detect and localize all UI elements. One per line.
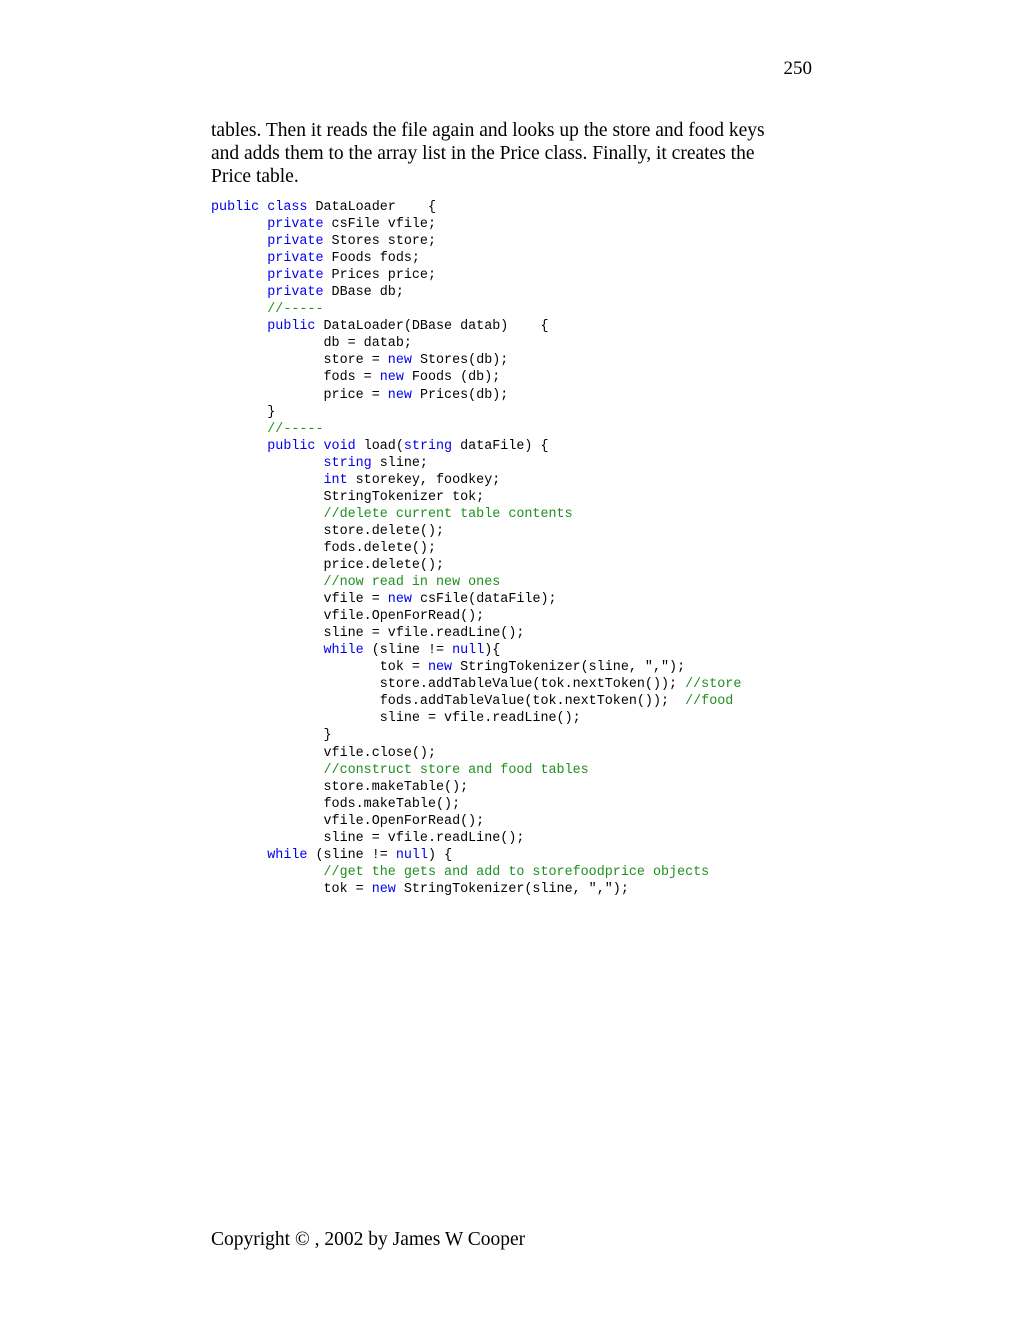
code-text: fods.delete(); [211, 540, 436, 556]
code-text: fods = [211, 370, 380, 386]
code-comment: //food [685, 694, 734, 710]
code-text: vfile = [211, 592, 388, 608]
code-line [211, 693, 831, 710]
code-keyword: string [323, 455, 372, 471]
code-text: fods.addTableValue(tok.nextToken()); [211, 694, 686, 710]
code-line [211, 727, 831, 744]
code-line [211, 369, 831, 386]
code-keyword: private [267, 268, 324, 284]
code-text: vfile.OpenForRead(); [211, 609, 485, 625]
page-number: 250 [783, 58, 812, 79]
code-keyword: private [267, 285, 324, 301]
code-text: StringTokenizer(sline, ","); [395, 881, 629, 897]
code-line [211, 847, 831, 864]
code-text [211, 473, 324, 488]
code-keyword: private [267, 251, 324, 267]
code-keyword: new [371, 881, 396, 897]
code-keyword: public class [211, 200, 308, 215]
code-text [211, 456, 324, 471]
code-comment: //store [685, 677, 742, 693]
code-keyword: new [379, 370, 404, 386]
code-line [211, 540, 831, 557]
code-text: sline = vfile.readLine(); [211, 830, 525, 846]
code-keyword: null [395, 847, 428, 863]
intro-paragraph [211, 119, 811, 188]
code-text [211, 285, 267, 300]
code-text: store.delete(); [211, 523, 445, 539]
code-line [211, 574, 831, 591]
code-text: DataLoader(DBase datab) { [315, 319, 549, 335]
code-line [211, 796, 831, 813]
code-line [211, 710, 831, 727]
code-line [211, 387, 831, 404]
code-text: store = [211, 353, 388, 369]
code-line [211, 779, 831, 796]
code-line [211, 318, 831, 335]
code-line [211, 830, 831, 847]
code-keyword: int [323, 472, 348, 488]
code-text [211, 319, 267, 334]
code-comment: //----- [267, 302, 324, 318]
code-keyword: new [387, 592, 412, 608]
code-listing [211, 199, 831, 898]
code-text [211, 439, 267, 454]
code-keyword: null [452, 643, 485, 659]
code-line [211, 625, 831, 642]
code-text: } [211, 404, 276, 420]
code-text: tok = [211, 660, 428, 676]
code-line [211, 352, 831, 369]
code-line [211, 642, 831, 659]
code-line [211, 438, 831, 455]
intro-line: Price table. [211, 166, 299, 187]
code-line [211, 881, 831, 898]
code-line [211, 864, 831, 881]
code-line [211, 233, 831, 250]
code-line [211, 557, 831, 574]
code-text: StringTokenizer tok; [211, 489, 485, 505]
code-text: Stores store; [323, 234, 436, 250]
code-text: db = datab; [211, 336, 412, 352]
code-line [211, 455, 831, 472]
code-text: (sline != [307, 847, 396, 863]
code-text: csFile(dataFile); [411, 592, 557, 608]
code-text: Foods (db); [403, 370, 501, 386]
code-text: StringTokenizer(sline, ","); [452, 660, 686, 676]
code-line [211, 506, 831, 523]
code-line [211, 267, 831, 284]
code-keyword: private [267, 217, 324, 233]
code-text [211, 217, 267, 232]
code-text: sline; [371, 455, 428, 471]
code-text: DataLoader { [307, 200, 437, 215]
code-line [211, 335, 831, 352]
code-text [211, 763, 324, 778]
code-comment: //construct store and food tables [323, 762, 589, 778]
code-text [211, 234, 267, 249]
code-text [211, 643, 324, 658]
code-line [211, 659, 831, 676]
code-text: sline = vfile.readLine(); [211, 711, 581, 727]
code-line [211, 813, 831, 830]
code-text: } [211, 728, 332, 744]
code-line [211, 216, 831, 233]
copyright-footer: Copyright © , 2002 by James W Cooper [211, 1229, 526, 1250]
code-line [211, 421, 831, 438]
code-text: Foods fods; [323, 251, 420, 267]
code-text: (sline != [363, 643, 453, 659]
code-text [211, 507, 324, 522]
code-comment: //----- [267, 421, 324, 437]
code-text [211, 848, 267, 863]
code-line [211, 472, 831, 489]
code-text: storekey, foodkey; [347, 472, 501, 488]
code-keyword: new [427, 660, 453, 676]
code-text [211, 268, 267, 283]
code-comment: //get the gets and add to storefoodprice objects [323, 864, 710, 880]
code-line [211, 745, 831, 762]
code-text [211, 575, 324, 590]
code-text [211, 251, 267, 266]
code-text: DBase db; [323, 285, 404, 301]
code-text: vfile.close(); [211, 745, 436, 761]
code-line [211, 284, 831, 301]
code-text: Stores(db); [411, 353, 509, 369]
code-line [211, 199, 831, 216]
intro-line: and adds them to the array list in the Price class. Finally, it creates the [211, 143, 755, 164]
code-line [211, 676, 831, 693]
code-text: ) { [428, 847, 453, 863]
code-text: fods.makeTable(); [211, 796, 461, 812]
code-line [211, 404, 831, 421]
code-text: dataFile) { [452, 438, 549, 454]
code-text: Prices(db); [411, 387, 509, 403]
code-keyword: while [267, 847, 308, 863]
code-text [211, 302, 267, 317]
code-text: store.makeTable(); [211, 779, 469, 795]
code-keyword: public void [267, 438, 356, 454]
code-text: Prices price; [323, 268, 436, 284]
code-line [211, 489, 831, 506]
intro-line: tables. Then it reads the file again and looks up the store and food keys [211, 120, 765, 141]
code-line [211, 301, 831, 318]
code-line [211, 762, 831, 779]
code-text: load( [355, 438, 404, 454]
code-text: price.delete(); [211, 557, 445, 573]
code-keyword: string [403, 438, 453, 454]
code-keyword: new [387, 387, 412, 403]
code-line [211, 608, 831, 625]
code-keyword: new [387, 353, 412, 369]
code-text: price = [211, 387, 388, 403]
code-text: tok = [211, 881, 372, 897]
code-line [211, 250, 831, 267]
code-text [211, 865, 324, 880]
code-comment: //delete current table contents [323, 506, 573, 522]
code-text: vfile.OpenForRead(); [211, 813, 485, 829]
code-text [211, 422, 267, 437]
code-keyword: while [323, 643, 364, 659]
code-keyword: public [267, 319, 316, 335]
code-text: ){ [484, 643, 501, 659]
code-line [211, 591, 831, 608]
code-line [211, 523, 831, 540]
code-comment: //now read in new ones [323, 575, 501, 591]
code-text: csFile vfile; [323, 217, 436, 233]
code-text: store.addTableValue(tok.nextToken()); [211, 677, 686, 693]
code-text: sline = vfile.readLine(); [211, 626, 525, 642]
code-keyword: private [267, 234, 324, 250]
